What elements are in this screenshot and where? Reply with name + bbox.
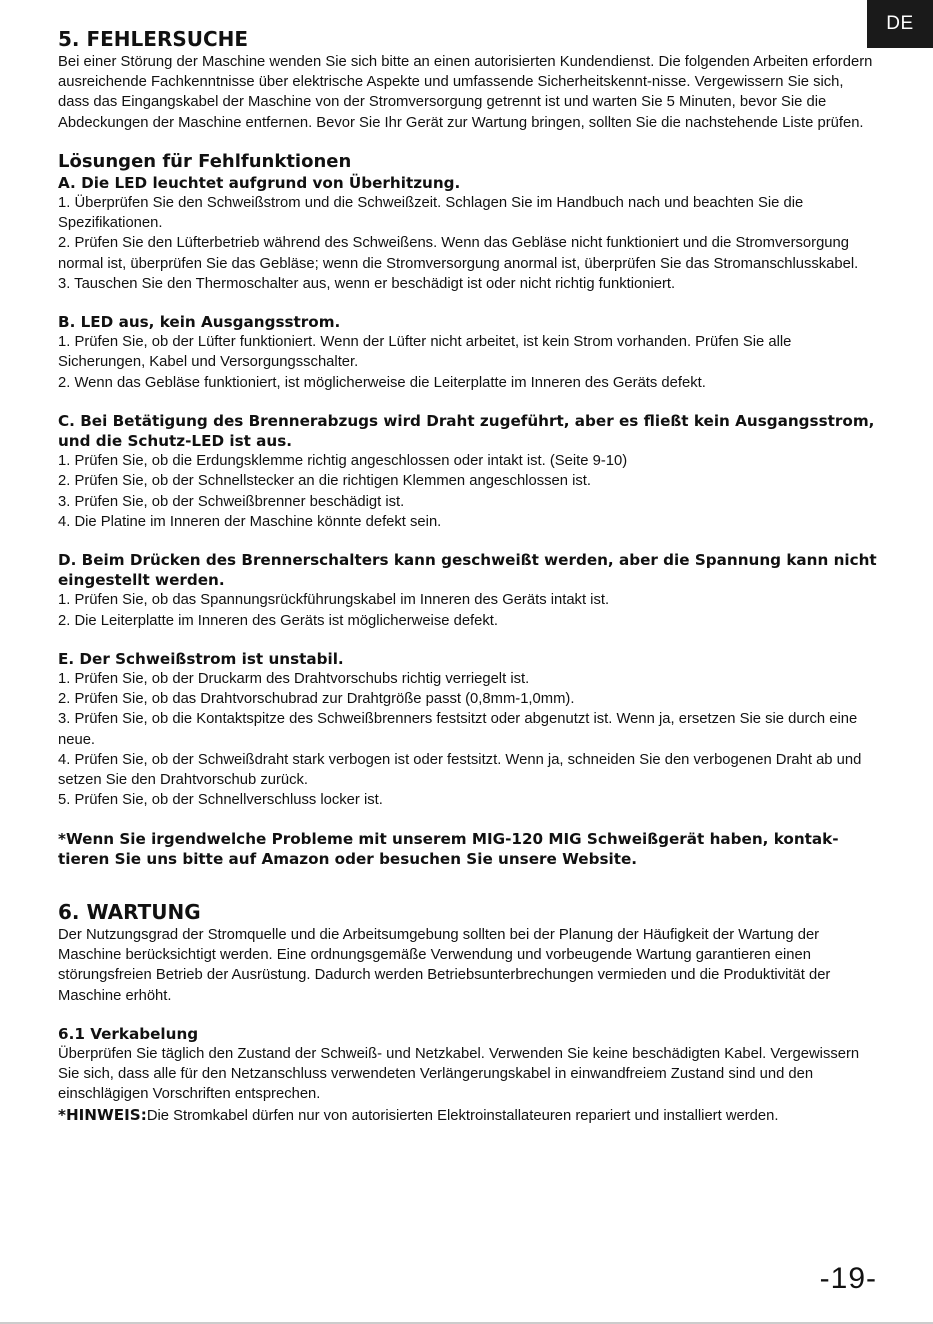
list-item: 1. Prüfen Sie, ob der Druckarm des Drahtvorschubs richtig verriegelt ist. [58,671,530,688]
fault-group-d [58,550,878,631]
list-item: 4. Die Platine im Inneren der Maschine könnte defekt sein. [58,513,442,530]
list-item: 2. Prüfen Sie, ob der Schnellstecker an die richtigen Klemmen angeschlossen ist. [58,473,591,490]
hint-text: Die Stromkabel dürfen nur von autorisierten Elektroinstallateuren repariert und installiert werden. [146,1107,779,1124]
list-item: 2. Prüfen Sie den Lüfterbetrieb während des Schweißens. Wenn das Gebläse nicht funktioniert und die Stromversorgung normal ist, überprüfen Sie das Gebläse; wenn die Stromversorgung anormal ist, überprüfen Sie das Stromanschlusskabel. [58,235,859,272]
list-item: 3. Tauschen Sie den Thermoschalter aus, wenn er beschädigt ist oder nicht richtig funktioniert. [58,275,676,292]
fault-group-b [58,312,878,393]
language-tab: DE [867,0,933,48]
fault-group-a [58,173,878,294]
fault-heading: D. Beim Drücken des Brennerschalters kann geschweißt werden, aber die Spannung kann nicht eingestellt werden. [58,551,877,590]
page-number: -19- [819,1262,877,1295]
support-note: *Wenn Sie irgendwelche Probleme mit unserem MIG-120 MIG Schweißgerät haben, kontak-tieren Sie uns bitte auf Amazon oder besuchen Sie unsere Website. [58,829,839,868]
fault-heading: A. Die LED leuchtet aufgrund von Überhitzung. [58,173,461,192]
hint-label: *HINWEIS: [58,1105,147,1124]
list-item: 5. Prüfen Sie, ob der Schnellverschluss locker ist. [58,792,383,809]
section-5-title: 5. FEHLERSUCHE [58,27,249,51]
subsection-text: Überprüfen Sie täglich den Zustand der Schweiß- und Netzkabel. Verwenden Sie keine beschädigten Kabel. Vergewissern Sie sich, dass alle für den Netzanschluss verwendeten Verlängerungskabel in einwandfreiem Zustand sind und den einschlägigen Vorschriften entsprechen. [58,1045,860,1103]
page-content [58,26,878,1126]
list-item: 2. Prüfen Sie, ob das Drahtvorschubrad zur Drahtgröße passt (0,8mm-1,0mm). [58,691,575,708]
fault-heading: B. LED aus, kein Ausgangsstrom. [58,313,341,332]
fault-group-e [58,649,878,811]
list-item: 3. Prüfen Sie, ob der Schweißbrenner beschädigt ist. [58,493,405,510]
list-item: 1. Prüfen Sie, ob die Erdungsklemme richtig angeschlossen oder intakt ist. (Seite 9-10) [58,453,628,470]
list-item: 1. Prüfen Sie, ob das Spannungsrückführungskabel im Inneren des Geräts intakt ist. [58,592,610,609]
section-5-intro: Bei einer Störung der Maschine wenden Sie sich bitte an einen autorisierten Kundendienst. Die folgenden Arbeiten erfordern ausreichende Fachkenntnisse über elektrische Aspekte und umfassende Sicherheitskennt-nisse. Vergewissern Sie sich, dass das Eingangskabel der Maschine von der Stromversorgung getrennt ist und warten Sie 5 Minuten, bevor Sie die Abdeckungen der Maschine entfernen. Bevor Sie Ihr Gerät zur Wartung bringen, sollten Sie die nachstehende Liste prüfen. [58,54,873,131]
fault-heading: C. Bei Betätigung des Brennerabzugs wird Draht zugeführt, aber es fließt kein Ausgangsstrom, und die Schutz-LED ist aus. [58,411,875,451]
section-6-intro: Der Nutzungsgrad der Stromquelle und die Arbeitsumgebung sollten bei der Planung der Häufigkeit der Wartung der Maschine berücksichtigt werden. Eine ordnungsgemäße Verwendung und vorbeugende Wartung garantieren einen störungsfreien Betrieb der Ausrüstung. Dadurch werden Betriebsunterbrechungen vermieden und die Produktivität der Maschine erhöht. [58,926,831,1004]
list-item: 2. Wenn das Gebläse funktioniert, ist möglicherweise die Leiterplatte im Inneren des Geräts defekt. [58,374,706,391]
subsection-title: 6.1 Verkabelung [58,1024,199,1043]
list-item: 3. Prüfen Sie, ob die Kontaktspitze des Schweißbrenners festsitzt oder abgenutzt ist. Wenn ja, ersetzen Sie sie durch eine neue. [58,711,858,748]
list-item: 1. Prüfen Sie, ob der Lüfter funktioniert. Wenn der Lüfter nicht arbeitet, ist kein Strom vorhanden. Prüfen Sie alle Sicherungen, Kabel und Versorgungsschalter. [58,334,792,371]
list-item: 2. Die Leiterplatte im Inneren des Geräts ist möglicherweise defekt. [58,612,499,629]
section-6-title: 6. WARTUNG [58,899,201,924]
fault-heading: E. Der Schweißstrom ist unstabil. [58,649,344,668]
list-item: 4. Prüfen Sie, ob der Schweißdraht stark verbogen ist oder festsitzt. Wenn ja, schneiden Sie den verbogenen Draht ab und setzen Sie den Drahtvorschub zurück. [58,751,862,789]
fault-group-c [58,411,878,532]
hint-paragraph [58,1105,878,1126]
solutions-title: Lösungen für Fehlfunktionen [58,150,352,172]
list-item: 1. Überprüfen Sie den Schweißstrom und die Schweißzeit. Schlagen Sie im Handbuch nach und beachten Sie die Spezifikationen. [58,195,804,232]
